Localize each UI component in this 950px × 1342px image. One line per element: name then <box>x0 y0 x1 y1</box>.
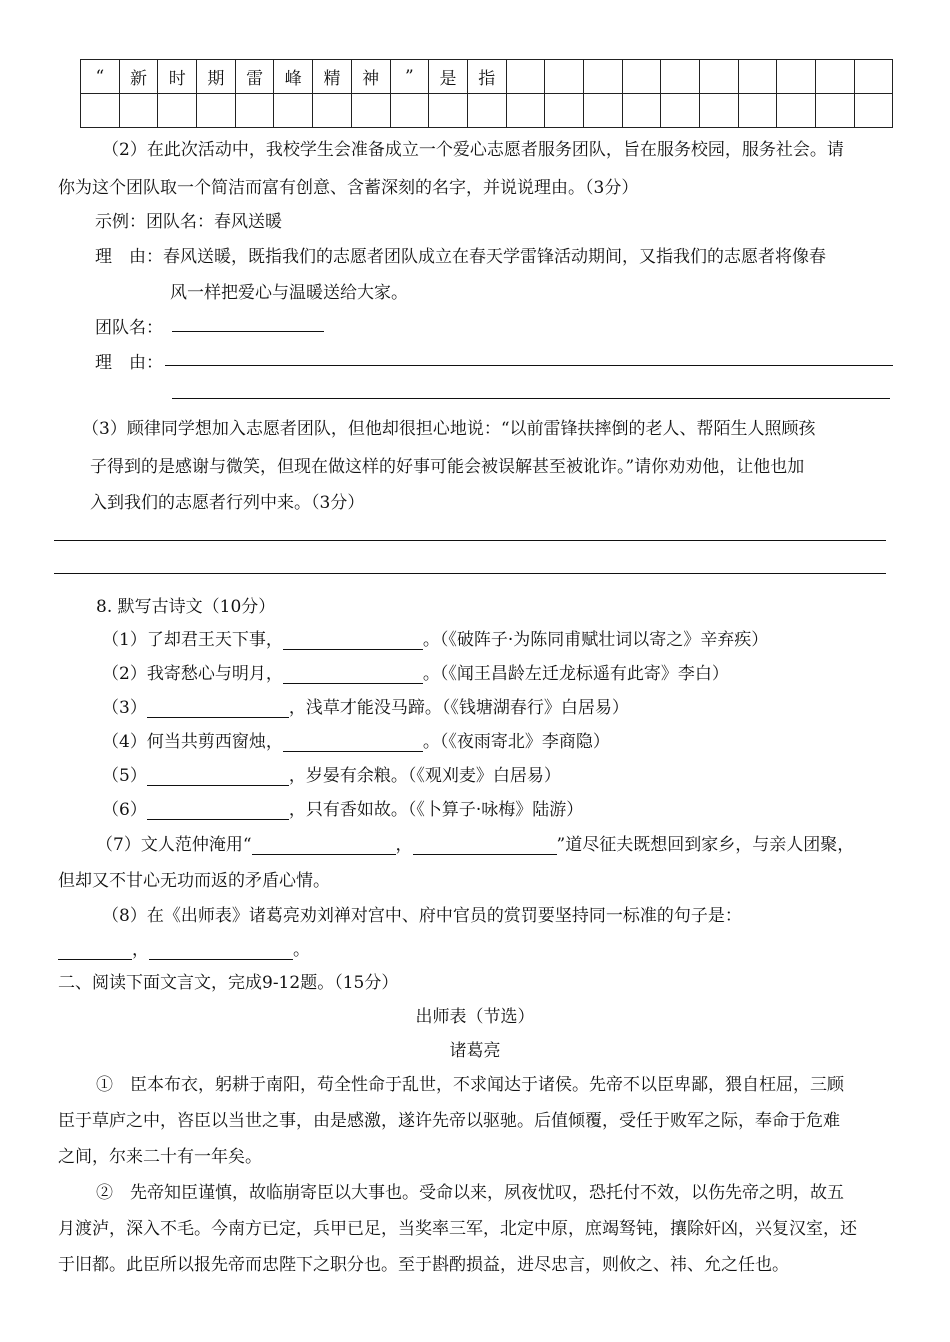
passage-title: 出师表（节选） <box>415 1007 535 1027</box>
grid-cell: 期 <box>197 60 236 94</box>
passage-author: 诸葛亮 <box>449 1041 501 1061</box>
grid-cell[interactable] <box>506 94 545 128</box>
grid-cell[interactable] <box>700 94 739 128</box>
passage-p1-line3: 之间，尔来二十有一年矣。 <box>58 1147 262 1167</box>
grid-cell: 雷 <box>235 60 274 94</box>
reason-answer-line-2[interactable] <box>172 398 890 399</box>
passage-p2-line2: 月渡泸，深入不毛。今南方已定，兵甲已足，当奖率三军，北定中原，庶竭驽钝，攘除奸凶，兴复汉室，还 <box>58 1219 857 1239</box>
grid-cell[interactable] <box>158 94 197 128</box>
reason-label: 理 由： <box>95 353 163 373</box>
q7-3-prompt-line3: 入到我们的志愿者行列中来。（3分） <box>90 493 365 513</box>
grid-cell: 新 <box>119 60 158 94</box>
grid-cell[interactable] <box>738 60 777 94</box>
grid-cell[interactable] <box>816 94 855 128</box>
q8-item-1-blank[interactable] <box>283 631 423 650</box>
grid-cell[interactable] <box>777 60 816 94</box>
q8-item-7: （7）文人范仲淹用“ ， ”道尽征夫既想回到家乡，与亲人团聚， <box>96 835 855 855</box>
q7-3-prompt-line1: （3）顾律同学想加入志愿者团队，但他却很担心地说：“以前雷锋扶摔倒的老人、帮陌生人照顾孩 <box>82 419 816 439</box>
grid-cell[interactable] <box>545 94 584 128</box>
grid-cell: 是 <box>429 60 468 94</box>
grid-cell[interactable] <box>583 60 622 94</box>
grid-cell: 峰 <box>274 60 313 94</box>
q8-title: 8. 默写古诗文（10分） <box>96 597 276 617</box>
q8-item-8: （8）在《出师表》诸葛亮劝刘禅对宫中、府中官员的赏罚要坚持同一标准的句子是： <box>102 906 742 926</box>
grid-cell[interactable] <box>777 94 816 128</box>
q8-item-4: （4）何当共剪西窗烛， 。（《夜雨寄北》李商隐） <box>102 732 610 752</box>
grid-cell: 神 <box>351 60 390 94</box>
grid-cell[interactable] <box>506 60 545 94</box>
passage-p2-line3: 于旧都。此臣所以报先帝而忠陛下之职分也。至于斟酌损益，进尽忠言，则攸之、祎、允之任也。 <box>58 1255 789 1275</box>
q7-2-prompt-line2: 你为这个团队取一个简洁而富有创意、含蓄深刻的名字，并说说理由。（3分） <box>58 178 639 198</box>
q8-item-5-blank[interactable] <box>147 767 289 786</box>
passage-p1-line1: ① 臣本布衣，躬耕于南阳，苟全性命于乱世，不求闻达于诸侯。先帝不以臣卑鄙，猥自枉屈，三顾 <box>96 1075 844 1095</box>
reason-answer-line-1[interactable] <box>165 365 893 366</box>
grid-cell: 指 <box>467 60 506 94</box>
passage-p1-line2: 臣于草庐之中，咨臣以当世之事，由是感激，遂许先帝以驱驰。后值倾覆，受任于败军之际，奉命于危难 <box>58 1111 840 1131</box>
grid-cell: 精 <box>313 60 352 94</box>
q8-item-2: （2）我寄愁心与明月， 。（《闻王昌龄左迁龙标遥有此寄》李白） <box>102 664 729 684</box>
q8-item-2-blank[interactable] <box>283 665 423 684</box>
q8-item-6-blank[interactable] <box>147 801 289 820</box>
q7-3-answer-line-1[interactable] <box>54 540 886 541</box>
grid-row-2 <box>81 94 893 128</box>
grid-cell[interactable] <box>738 94 777 128</box>
grid-cell[interactable] <box>197 94 236 128</box>
grid-cell[interactable] <box>622 94 661 128</box>
answer-grid <box>80 59 893 128</box>
q7-2-prompt-line1: （2）在此次活动中，我校学生会准备成立一个爱心志愿者服务团队，旨在服务校园，服务社会。请 <box>102 140 844 160</box>
grid-cell[interactable] <box>583 94 622 128</box>
grid-cell[interactable] <box>81 94 120 128</box>
q7-3-answer-line-2[interactable] <box>54 573 886 574</box>
example-reason-line1: 春风送暖，既指我们的志愿者团队成立在春天学雷锋活动期间，又指我们的志愿者将像春 <box>163 247 826 267</box>
grid-cell[interactable] <box>661 94 700 128</box>
team-name-label: 团队名： <box>95 318 163 338</box>
grid-cell[interactable] <box>622 60 661 94</box>
grid-cell: ” <box>390 60 429 94</box>
example-reason-line2: 风一样把爱心与温暖送给大家。 <box>170 283 408 303</box>
q8-item-8-blank-2[interactable] <box>149 941 293 960</box>
grid-cell[interactable] <box>429 94 468 128</box>
grid-cell: 时 <box>158 60 197 94</box>
grid-cell[interactable] <box>854 94 893 128</box>
q8-item-7-blank-2[interactable] <box>413 836 557 855</box>
example-reason-label: 理 由： <box>95 247 163 267</box>
q8-item-5: （5） ，岁晏有余粮。（《观刈麦》白居易） <box>102 766 561 786</box>
q8-item-8-answer: ， 。 <box>58 935 310 960</box>
grid-cell[interactable] <box>313 94 352 128</box>
q8-item-1: （1）了却君王天下事， 。（《破阵子·为陈同甫赋壮词以寄之》辛弃疾） <box>102 630 769 650</box>
grid-cell[interactable] <box>467 94 506 128</box>
q8-item-3: （3） ，浅草才能没马蹄。（《钱塘湖春行》白居易） <box>102 698 629 718</box>
q8-item-7-blank-1[interactable] <box>252 836 396 855</box>
passage-p2-line1: ② 先帝知臣谨慎，故临崩寄臣以大事也。受命以来，夙夜忧叹，恐托付不效，以伤先帝之明，故五 <box>96 1183 844 1203</box>
section-2-heading: 二、阅读下面文言文，完成9-12题。（15分） <box>58 973 399 993</box>
grid-cell[interactable] <box>390 94 429 128</box>
q8-item-4-blank[interactable] <box>283 733 423 752</box>
grid-cell[interactable] <box>235 94 274 128</box>
q8-item-6: （6） ，只有香如故。（《卜算子·咏梅》陆游） <box>102 800 584 820</box>
grid-cell[interactable] <box>661 60 700 94</box>
q8-item-7-line2: 但却又不甘心无功而返的矛盾心情。 <box>58 871 330 891</box>
example-team-name: 示例：团队名：春风送暖 <box>95 212 282 232</box>
grid-cell[interactable] <box>545 60 584 94</box>
grid-cell[interactable] <box>854 60 893 94</box>
grid-cell[interactable] <box>274 94 313 128</box>
q8-item-8-blank-1[interactable] <box>58 941 132 960</box>
team-name-answer-line[interactable] <box>172 331 324 332</box>
grid-cell[interactable] <box>119 94 158 128</box>
grid-cell[interactable] <box>700 60 739 94</box>
grid-cell: “ <box>81 60 120 94</box>
q7-3-prompt-line2: 子得到的是感谢与微笑，但现在做这样的好事可能会被误解甚至被讹诈。”请你劝劝他，让他也加 <box>90 457 805 477</box>
grid-cell[interactable] <box>351 94 390 128</box>
grid-row-1 <box>81 60 893 94</box>
grid-cell[interactable] <box>816 60 855 94</box>
q8-item-3-blank[interactable] <box>147 699 289 718</box>
